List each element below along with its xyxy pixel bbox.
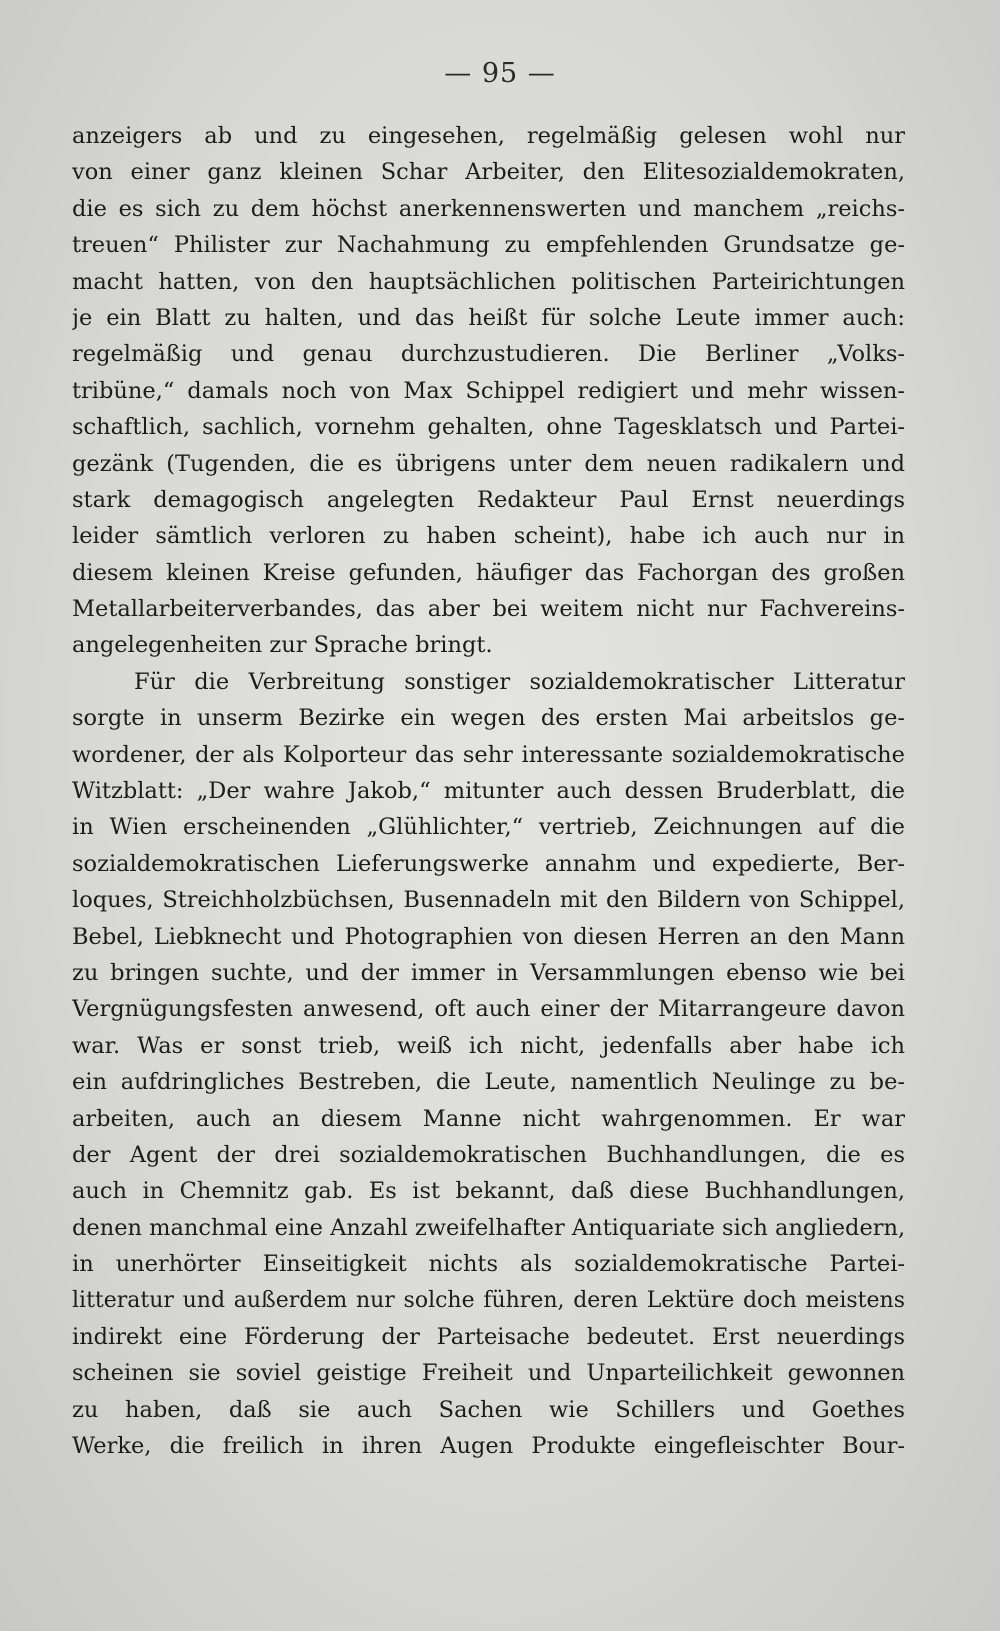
text-line: stark demagogisch angelegten Redakteur Paul Ernst neuerdings	[72, 486, 905, 513]
text-line: denen manchmal eine Anzahl zweifelhafter Antiquariate sich angliedern,	[72, 1214, 905, 1241]
page-number: — 95 —	[444, 58, 556, 89]
text-line: regelmäßig und genau durchzustudieren. Die Berliner „Volks-	[72, 341, 905, 368]
text-line: leider sämtlich verloren zu haben scheint), habe ich auch nur in	[72, 523, 905, 550]
text-line: in Wien erscheinenden „Glühlichter,“ vertrieb, Zeichnungen auf die	[72, 814, 905, 841]
text-line: sozialdemokratischen Lieferungswerke annahm und expedierte, Ber-	[72, 850, 905, 877]
text-line: zu bringen suchte, und der immer in Versammlungen ebenso wie bei	[72, 959, 905, 986]
text-line: sorgte in unserm Bezirke ein wegen des ersten Mai arbeitslos ge-	[72, 705, 905, 732]
text-line: macht hatten, von den hauptsächlichen politischen Parteirichtungen	[72, 268, 905, 295]
text-line: Für die Verbreitung sonstiger sozialdemokratischer Litteratur	[134, 668, 905, 695]
text-line: der Agent der drei sozialdemokratischen Buchhandlungen, die es	[72, 1141, 905, 1168]
text-line: auch in Chemnitz gab. Es ist bekannt, daß diese Buchhandlungen,	[72, 1178, 905, 1205]
text-line: wordener, der als Kolporteur das sehr interessante sozialdemokratische	[72, 741, 905, 768]
text-line: zu haben, daß sie auch Sachen wie Schillers und Goethes	[72, 1396, 905, 1423]
text-line: Werke, die freilich in ihren Augen Produkte eingefleischter Bour-	[72, 1433, 905, 1460]
text-line: scheinen sie soviel geistige Freiheit und Unparteilichkeit gewonnen	[72, 1360, 905, 1387]
text-line: von einer ganz kleinen Schar Arbeiter, den Elitesozialdemokraten,	[72, 159, 905, 186]
text-line: schaftlich, sachlich, vornehm gehalten, ohne Tagesklatsch und Partei-	[72, 414, 905, 441]
text-line: die es sich zu dem höchst anerkennenswerten und manchem „reichs-	[72, 195, 905, 222]
text-line: war. Was er sonst trieb, weiß ich nicht, jedenfalls aber habe ich	[72, 1032, 905, 1059]
text-line: Bebel, Liebknecht und Photographien von diesen Herren an den Mann	[72, 923, 905, 950]
text-line: gezänk (Tugenden, die es übrigens unter dem neuen radikalern und	[72, 450, 905, 477]
text-line: indirekt eine Förderung der Parteisache bedeutet. Erst neuerdings	[72, 1323, 905, 1350]
text-line: loques, Streichholzbüchsen, Busennadeln mit den Bildern von Schippel,	[72, 887, 905, 914]
text-line: treuen“ Philister zur Nachahmung zu empfehlenden Grundsatze ge-	[72, 232, 905, 259]
body-text	[72, 118, 905, 1464]
text-line: anzeigers ab und zu eingesehen, regelmäßig gelesen wohl nur	[72, 123, 905, 149]
text-line: in unerhörter Einseitigkeit nichts als sozialdemokratische Partei-	[72, 1251, 905, 1278]
text-line: tribüne,“ damals noch von Max Schippel redigiert und mehr wissen-	[72, 377, 905, 404]
text-line: arbeiten, auch an diesem Manne nicht wahrgenommen. Er war	[72, 1105, 905, 1132]
text-line: Metallarbeiterverbandes, das aber bei weitem nicht nur Fachvereins-	[72, 596, 905, 623]
text-line: litteratur und außerdem nur solche führen, deren Lektüre doch meistens	[72, 1287, 905, 1313]
text-line: Vergnügungsfesten anwesend, oft auch einer der Mitarrangeure davon	[72, 996, 905, 1023]
text-line: ein aufdringliches Bestreben, die Leute, namentlich Neulinge zu be-	[72, 1069, 905, 1096]
text-line: Witzblatt: „Der wahre Jakob,“ mitunter auch dessen Bruderblatt, die	[72, 778, 905, 805]
text-line: diesem kleinen Kreise gefunden, häufiger das Fachorgan des großen	[72, 559, 905, 586]
text-line: angelegenheiten zur Sprache bringt.	[72, 632, 493, 659]
text-line: je ein Blatt zu halten, und das heißt für solche Leute immer auch:	[72, 304, 905, 331]
